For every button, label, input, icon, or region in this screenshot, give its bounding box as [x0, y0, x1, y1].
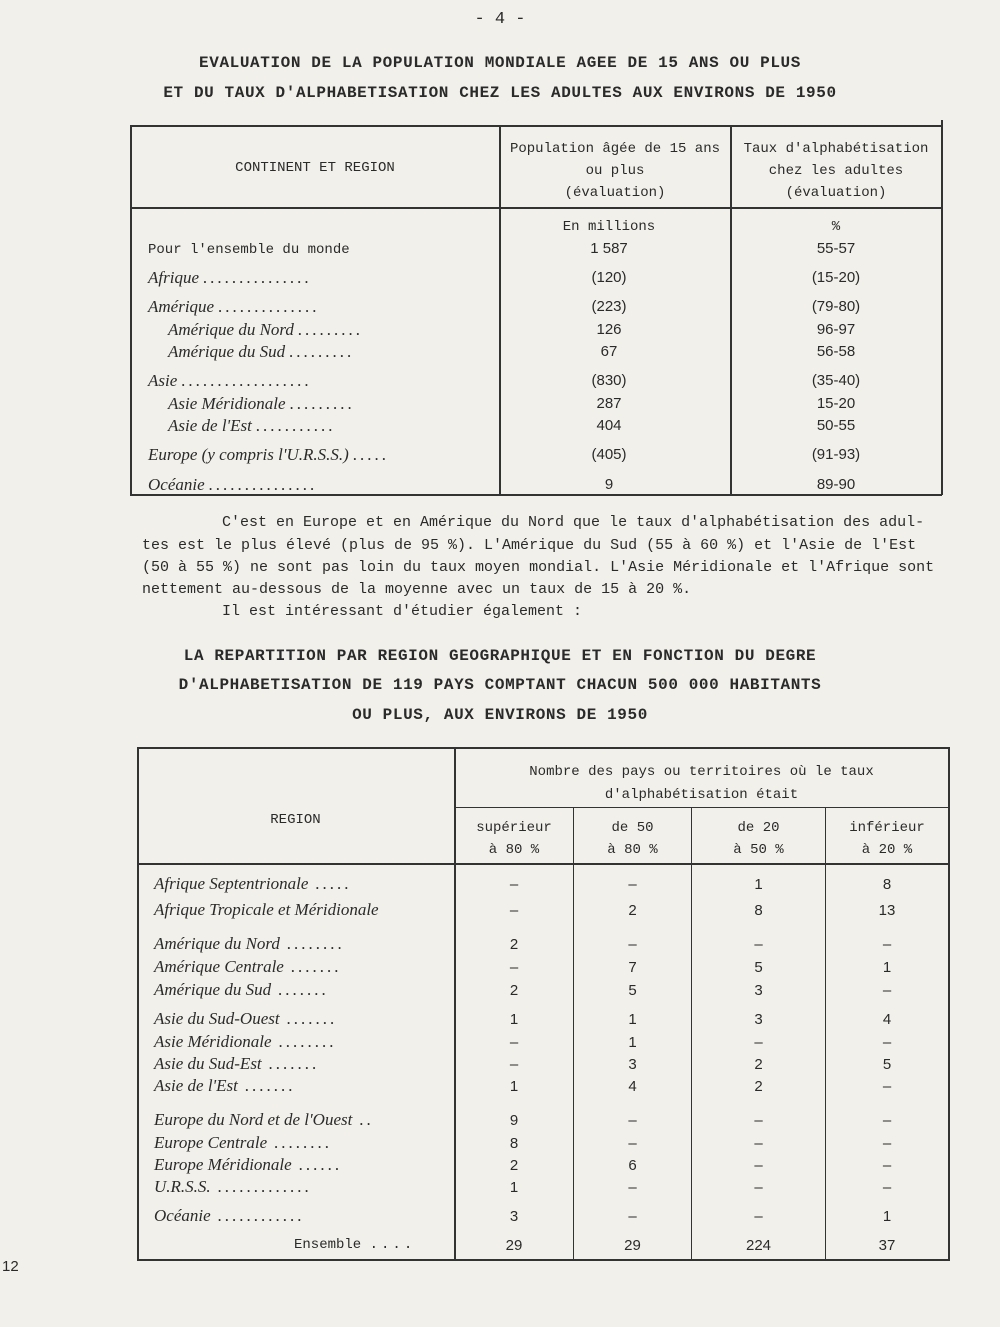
table1-col2-header: Population âgée de 15 ans ou plus (évaluation) — [509, 141, 721, 201]
table2-cell: – — [754, 1179, 763, 1196]
table2-row-label: Europe du Nord et de l'Ouest .. — [154, 1110, 375, 1129]
table2-title-line2: D'ALPHABETISATION DE 119 PAYS COMPTANT CHACUN 500 000 HABITANTS — [178, 676, 822, 694]
table2-cell: – — [754, 1034, 763, 1051]
table2-subheader: de 20 à 50 % — [733, 820, 784, 858]
table1-row-pop: (830) — [591, 372, 627, 389]
table2-total-cell: 37 — [878, 1237, 896, 1254]
table2-cell: – — [509, 902, 519, 919]
table1-title-line2: ET DU TAUX D'ALPHABETISATION CHEZ LES ADULTES AUX ENVIRONS DE 1950 — [163, 84, 837, 102]
table2-col1-header: REGION — [270, 812, 321, 828]
table2-row-label: Amérique Centrale ....... — [154, 957, 342, 976]
table1-col1-header: CONTINENT ET REGION — [235, 160, 395, 176]
table1-title-line1: EVALUATION DE LA POPULATION MONDIALE AGEE DE 15 ANS OU PLUS — [199, 54, 801, 72]
table2-title-line3: OU PLUS, AUX ENVIRONS DE 1950 — [352, 706, 648, 724]
table2-row-label: Asie du Sud-Ouest ....... — [154, 1009, 338, 1028]
table2-cell: 8 — [509, 1135, 519, 1152]
table2-cell: 1 — [628, 1011, 637, 1028]
table2-row-label: Océanie ............ — [154, 1206, 305, 1225]
page-number: - 4 - — [474, 10, 526, 29]
table2-cell: 1 — [509, 1011, 519, 1028]
table2-cell: – — [509, 876, 519, 893]
table2-cell: 8 — [754, 902, 763, 919]
table2-cell: 1 — [509, 1179, 519, 1196]
table2-cell: 1 — [754, 876, 763, 893]
table2-row-label: Afrique Septentrionale ..... — [154, 874, 352, 893]
table2-cell: 9 — [509, 1112, 519, 1129]
table2-cell: – — [882, 1034, 892, 1051]
table2-cell: 4 — [628, 1078, 637, 1095]
table2-cell: – — [628, 1135, 637, 1152]
table2-cell: – — [509, 1034, 519, 1051]
table2-cell: 5 — [882, 1056, 892, 1073]
table2-row-label: Amérique du Sud ....... — [154, 980, 330, 999]
table1-row-label: Pour l'ensemble du monde — [148, 242, 350, 258]
table1-row-rate: (91-93) — [811, 446, 861, 463]
table2-cell: 1 — [882, 959, 892, 976]
table2-cell: – — [628, 1208, 637, 1225]
table1-row-pop: 9 — [604, 476, 614, 493]
table2-row-label: Afrique Tropicale et Méridionale — [154, 900, 379, 919]
table2-cell: – — [509, 1056, 519, 1073]
table2-cell: 2 — [628, 902, 637, 919]
table2-cell: 3 — [509, 1208, 519, 1225]
table2-cell: – — [882, 1078, 892, 1095]
table2-row-label: Asie du Sud-Est ....... — [154, 1054, 320, 1073]
table2-cell: – — [754, 1135, 763, 1152]
table1-row-pop: 1 587 — [590, 240, 628, 257]
table2-subheader: supérieur à 80 % — [476, 820, 552, 858]
table2-total-label: Ensemble .... — [294, 1237, 416, 1253]
table2-cell: 7 — [628, 959, 637, 976]
table2-cell: 3 — [754, 1011, 763, 1028]
table2-subheader: de 50 à 80 % — [607, 820, 658, 858]
table2-cell: – — [754, 1208, 763, 1225]
table2-row-label: Amérique du Nord ........ — [154, 934, 346, 953]
table2-cell: – — [628, 876, 637, 893]
table1-row-rate: 15-20 — [816, 395, 856, 412]
table2-cell: 2 — [509, 936, 519, 953]
table2-cell: – — [628, 936, 637, 953]
table2-cell: – — [882, 1157, 892, 1174]
table1-row-label: Amérique du Nord ......... — [168, 320, 364, 339]
table1-row-pop: 404 — [596, 417, 622, 434]
table1-row-rate: (15-20) — [811, 269, 861, 286]
table1-row-rate: 96-97 — [816, 321, 856, 338]
table2-cell: – — [628, 1179, 637, 1196]
table1-row-label: Amérique du Sud ......... — [168, 342, 355, 361]
table2-cell: – — [882, 1112, 892, 1129]
footer-mark: 12 — [2, 1258, 19, 1275]
table1-row-rate: (79-80) — [811, 298, 861, 315]
table2-cell: – — [882, 1179, 892, 1196]
table1-row-rate: 89-90 — [816, 476, 856, 493]
table2-cell: 2 — [754, 1078, 763, 1095]
table1-row-pop: (223) — [591, 298, 627, 315]
table2-cell: 3 — [754, 982, 763, 999]
table1-row-label: Afrique ............... — [148, 268, 312, 287]
table2-cell: 2 — [509, 982, 519, 999]
table1-row-label: Europe (y compris l'U.R.S.S.) ..... — [148, 445, 390, 464]
table2-cell: 1 — [628, 1034, 637, 1051]
table1-row-rate: 55-57 — [816, 240, 856, 257]
table2-cell: 13 — [878, 902, 896, 919]
table2-cell: – — [882, 1135, 892, 1152]
table2-cell: 8 — [882, 876, 892, 893]
table2-cell: 5 — [754, 959, 763, 976]
table2-cell: – — [754, 1157, 763, 1174]
table2-cell: – — [509, 959, 519, 976]
table2-total-cell: 29 — [624, 1237, 641, 1254]
table2-cell: 2 — [509, 1157, 519, 1174]
table1-row-rate: 50-55 — [816, 417, 856, 434]
table2-cell: 2 — [754, 1056, 763, 1073]
table1-row-pop: 287 — [596, 395, 622, 412]
table2-row-label: Europe Centrale ........ — [154, 1133, 333, 1152]
table2-cell: 1 — [882, 1208, 892, 1225]
table2-row-label: Asie Méridionale ........ — [154, 1032, 337, 1051]
table1-col3-header: Taux d'alphabétisation chez les adultes (évaluation) — [743, 141, 929, 201]
table1-row-pop: 126 — [596, 321, 622, 338]
table2-row-label: U.R.S.S. ............. — [154, 1177, 313, 1196]
table2-cell: 6 — [628, 1157, 637, 1174]
table1-row-label: Asie .................. — [148, 371, 313, 390]
table1-row-pop: (405) — [591, 446, 627, 463]
table2-title-line1: LA REPARTITION PAR REGION GEOGRAPHIQUE ET EN FONCTION DU DEGRE — [183, 647, 817, 665]
table2-cell: 1 — [509, 1078, 519, 1095]
table1-col3-unit: % — [831, 219, 841, 235]
table2-cell: – — [628, 1112, 637, 1129]
table1-row-pop: 67 — [600, 343, 618, 360]
table2-cell: – — [754, 1112, 763, 1129]
table1-row-label: Asie de l'Est ........... — [168, 416, 336, 435]
table2-total-cell: 224 — [745, 1237, 772, 1254]
table2-row-label: Asie de l'Est ....... — [154, 1076, 296, 1095]
table2-cell: 5 — [628, 982, 637, 999]
table1-row-rate: (35-40) — [811, 372, 861, 389]
table2-cell: 3 — [628, 1056, 637, 1073]
table1-col2-unit: En millions — [562, 219, 656, 235]
table2-cell: 4 — [882, 1011, 892, 1028]
table1-row-rate: 56-58 — [816, 343, 856, 360]
table2-cell: – — [754, 936, 763, 953]
table1-row-label: Amérique .............. — [148, 297, 320, 316]
table2-group-header: Nombre des pays ou territoires où le taux d'alphabétisation était — [529, 764, 874, 803]
table2-row-label: Europe Méridionale ...... — [154, 1155, 343, 1174]
table1-row-label: Asie Méridionale ......... — [168, 394, 356, 413]
table1-row-pop: (120) — [591, 269, 627, 286]
table2-total-cell: 29 — [505, 1237, 523, 1254]
table2-subheader: inférieur à 20 % — [849, 820, 925, 858]
table2-cell: – — [882, 982, 892, 999]
table1-row-label: Océanie ............... — [148, 475, 318, 494]
table2-cell: – — [882, 936, 892, 953]
